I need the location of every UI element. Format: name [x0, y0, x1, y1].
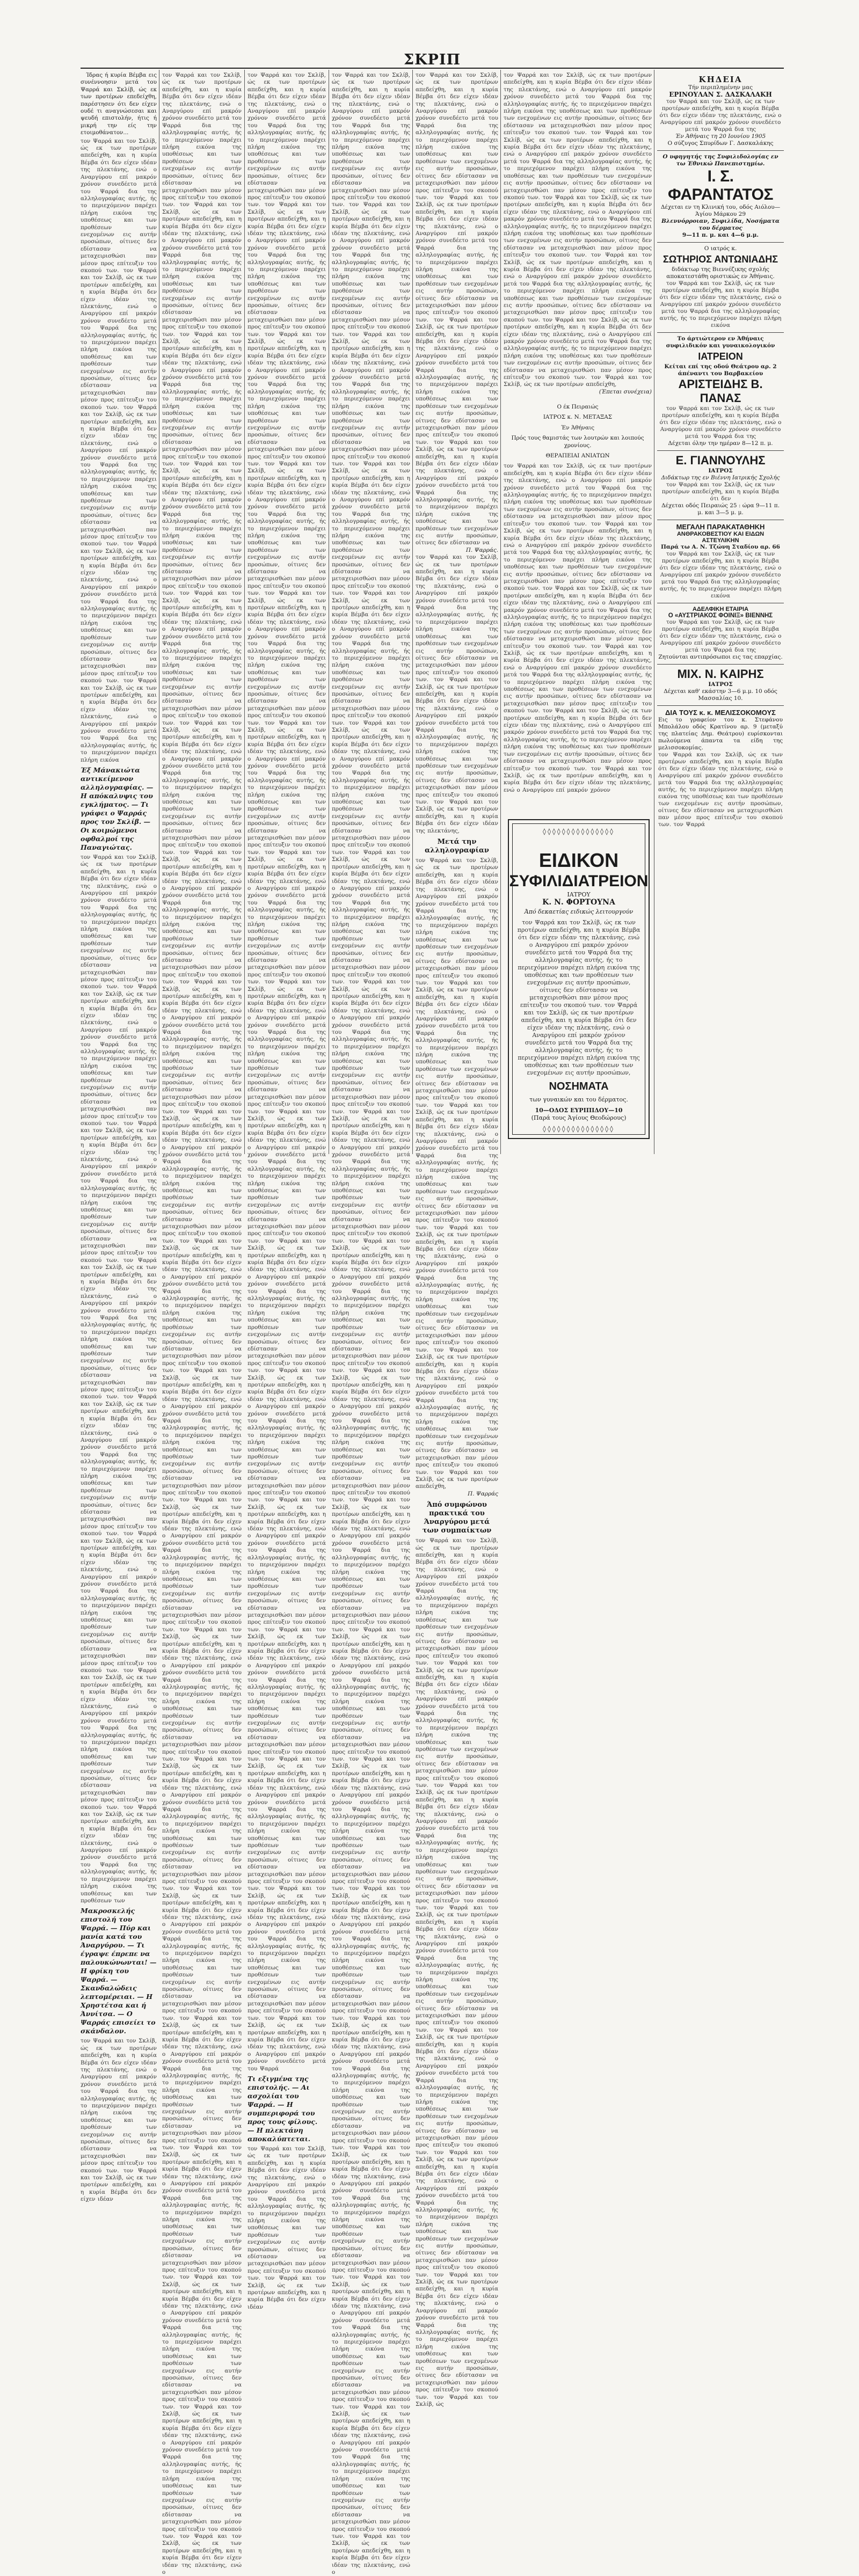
ad-name: ΑΡΙΣΤΕΙΔΗΣ Β. ΠΑΝΑΣ: [678, 377, 763, 405]
ad-body: τον Ψαρρά και τον Σκλίβ, ώς εκ των προτέρων απεδείχθη, και η κυρία Βέμβα ότι δεν είχεν ιδέαν της πλεκτάνης, ενώ ο Αναργύρου επί μακρόν χρόνον συνεδέετο μετά του Ψαρρά δια της αλληλογραφίας αυτής, ής το περιεχόμενον παρέχει πλήρη εικόνα: [659, 280, 782, 329]
ad-phoenix: [657, 603, 784, 665]
ad-sign: Ο σύζυγος Σπυρίδων Γ. Δασκαλάκης: [667, 140, 774, 147]
article-text: τον Ψαρρά και τον Σκλίβ, ώς εκ των προτέρων απεδείχθη, και η κυρία Βέμβα ότι δεν είχεν ιδέαν της πλεκτάνης, ενώ ο Αναργύρου επί μακρόν χρόνον συνεδέετο μετά του Ψαρρά δια της αλληλογραφίας αυτής, ής το περιεχόμενον παρέχει πλήρη εικόνα της υποθέσεως και των προθέσεων των ενεχομένων εις αυτήν προσώπων, οίτινες δεν εδίστασαν να μεταχειρισθώσι παν μέσον προς επίτευξιν του σκοπού των. τον Ψαρρά και τον Σκλίβ, ώς εκ των προτέρων απεδείχθη, και η κυρία Βέμβα ότι δεν είχεν ιδέαν της πλεκτάνης, ενώ ο Αναργύρου επί μακρόν χρόνον συνεδέετο μετά του Ψαρρά δια της αλληλογραφίας αυτής, ής το περιεχόμενον παρέχει πλήρη εικόνα της υποθέσεως και των προθέσεων των ενεχομένων εις αυτήν προσώπων, οίτινες δεν εδίστασαν να μεταχειρισθώσι παν μέσον προς επίτευξιν του σκοπού των. τον Ψαρρά και τον Σκλίβ, ώς εκ των προτέρων απεδείχθη, και η κυρία Βέμβα ότι δεν είχεν ιδέαν της πλεκτάνης, ενώ ο Αναργύρου επί μακρόν χρόνον συνεδέετο μετά του Ψαρρά δια της αλληλογραφίας αυτής, ής το περιεχόμενον παρέχει πλήρη εικόνα της υποθέσεως και των προθέσεων των ενεχομένων εις αυτήν προσώπων, οίτινες δεν εδίστασαν να μεταχειρισθώσι παν μέσον προς επίτευξιν του σκοπού των. τον Ψαρρά και τον Σκλίβ, ώς εκ των προτέρων απεδείχθη, και η κυρία Βέμβα ότι δεν είχεν ιδέαν της πλεκτάνης, ενώ ο Αναργύρου επί μακρόν χρόνον συνεδέετο μετά του Ψαρρά δια της αλληλογραφίας αυτής, ής το περιεχόμενον παρέχει πλήρη εικόνα της υποθέσεως και των προθέσεων των ενεχομένων εις αυτήν προσώπων, οίτινες δεν εδίστασαν να: [416, 72, 498, 546]
ad-intro: Ο έκ Πειραιώς: [557, 404, 599, 410]
section-heading: Μακροσκελής επιστολή του Ψαρρά. — Πύρ και μανία κατά του Άναργύρου. — Τι έγραψε έπρεπε να παλουκώνωνται! — Η φρίκη του Ψαρρά. — Σκανδαλώδεις λεπτομέρειαι. — Η Χρηστέτσα και ή Άννίτσα. — Ο Ψαρράς επισείει το σκάνδαλον.: [81, 1907, 157, 2035]
continuation-note: (Έπεται συνέχεια): [599, 388, 652, 395]
column-divider: [244, 70, 245, 1154]
ad-name: ΜΙΧ. Ν. ΚΑΙΡΗΣ: [677, 667, 764, 681]
ad-sub: ΙΑΤΡΟΣ: [708, 681, 733, 688]
ad-hours: 9—11 π. μ. και 4—6 μ.μ.: [682, 232, 759, 238]
ad-specialty: Βλεννόρροιαν, Συφιλίδα, Νοσήματα του δέρματος: [661, 218, 780, 231]
ad-name: Ι. Σ. ΦΑΡΑΝΤΑΤΟΣ: [668, 167, 773, 203]
signature: Π. Ψαρράς.: [465, 546, 498, 553]
ad-title: ΑΔΕΛΦΙΚΗ ΕΤΑΙΡΙΑ: [692, 606, 749, 612]
article-text: τον Ψαρρά και τον Σκλίβ, ώς εκ των προτέρων απεδείχθη, και η κυρία Βέμβα ότι δεν είχεν ιδέαν της πλεκτάνης, ενώ ο Αναργύρου επί μακρόν χρόνον συνεδέετο μετά του Ψαρρά δια της αλληλογραφίας αυτής, ής το περιεχόμενον παρέχει πλήρη εικόνα της υποθέσεως και των προθέσεων των ενεχομένων εις αυτήν προσώπων, οίτινες δεν εδίστασαν να μεταχειρισθώσι παν μέσον προς επίτευξιν του σκοπού των. τον Ψαρρά και τον Σκλίβ, ώς εκ των προτέρων απεδείχθη, και η κυρία Βέμβα ότι δεν είχεν ιδέαν της πλεκτάνης, ενώ ο Αναργύρου επί μακρόν χρόνον συνεδέετο μετά του Ψαρρά δια της αλληλογραφίας αυτής, ής το περιεχόμενον παρέχει πλήρη εικόνα της υποθέσεως και των προθέσεων των ενεχομένων εις αυτήν προσώπων, οίτινες δεν εδίστασαν να μεταχειρισθώσι παν μέσον προς επίτευξιν του σκοπού των. τον Ψαρρά και τον Σκλίβ, ώς εκ των προτέρων απεδείχθη, και η κυρία Βέμβα ότι δεν είχεν ιδέαν της πλεκτάνης, ενώ ο Αναργύρου επί μακρόν χρόνον συνεδέετο μετά του Ψαρρά δια της αλληλογραφίας αυτής, ής το περιεχόμενον παρέχει πλήρη εικόνα της υποθέσεως και των προθέσεων των ενεχομένων εις αυτήν προσώπων, οίτινες δεν εδίστασαν να μεταχειρισθώσι παν μέσον προς επίτευξιν του σκοπού των. τον Ψαρρά και τον Σκλίβ, ώς εκ των προτέρων απεδείχθη, και η κυρία Βέμβα ότι δεν είχεν ιδέαν της πλεκτάνης, ενώ ο Αναργύρου επί μακρόν χρόνον συνεδέετο μετά του Ψαρρά δια της αλληλογραφίας αυτής, ής το περιεχόμενον παρέχει πλήρη εικόνα της υποθέσεως και των προθέσεων των ενεχομένων εις αυτήν προσώπων, οίτινες δεν εδίστασαν να μεταχειρισθώσι παν μέσον προς επίτευξιν του σκοπού των. τον Ψαρρά και τον Σκλίβ, ώς εκ των προτέρων απεδείχθη, και η κυρία Βέμβα ότι δεν είχεν ιδέαν της πλεκτάνης, ενώ ο Αναργύρου επί μακρόν χρόνον συνεδέετο μετά του Ψαρρά δια της αλληλογραφίας αυτής, ής το περιεχόμενον παρέχει πλήρη εικόνα της υποθέσεως και των προθέσεων των ενεχομένων εις αυτήν προσώπων, οίτινες δεν εδίστασαν να μεταχειρισθώσι παν μέσον προς επίτευξιν του σκοπού των. τον Ψαρρά και τον Σκλίβ, ώς εκ των προτέρων απεδείχθη, και η κυρία Βέμβα ότι δεν είχεν ιδέαν της πλεκτάνης, ενώ ο Αναργύρου επί μακρόν χρόνον συνεδέετο μετά του Ψαρρά δια της αλληλογραφίας αυτής, ής το περιεχόμενον παρέχει πλήρη εικόνα της υποθέσεως και των προθέσεων των ενεχομένων εις αυτήν προσώπων, οίτινες δεν εδίστασαν να μεταχειρισθώσι παν μέσον προς επίτευξιν του σκοπού των. τον Ψαρρά και τον Σκλίβ, ώς εκ των προτέρων απεδείχθη, και η κυρία Βέμβα ότι δεν είχεν ιδέαν της πλεκτάνης, ενώ ο Αναργύρου επί μακρόν χρόνον συνεδέετο μετά του Ψαρρά δια της αλληλογραφίας αυτής, ής το περιεχόμενον παρέχει πλήρη εικόνα της υποθέσεως και των προθέσεων των ενεχομένων εις αυτήν προσώπων, οίτινες δεν εδίστασαν να μεταχειρισθώσι παν μέσον προς επίτευξιν του σκοπού των. τον Ψαρρά και τον Σκλίβ, ώς εκ των προτέρων απεδείχθη, και η κυρία Βέμβα ότι δεν είχεν ιδέαν της πλεκτάνης, ενώ ο Αναργύρου επί μακρόν χρόνον συνεδέετο μετά του Ψαρρά δια της αλληλογραφίας αυτής, ής το περιεχόμενον παρέχει πλήρη εικόνα της υποθέσεως και των προθέσεων των ενεχομένων εις αυτήν προσώπων, οίτινες δεν εδίστασαν να μεταχειρισθώσι παν μέσον προς επίτευξιν του σκοπού των. τον Ψαρρά και τον Σκλίβ, ώς εκ των προτέρων απεδείχθη, και η κυρία Βέμβα ότι δεν είχεν ιδέαν της πλεκτάνης, ενώ ο Αναργύρου επί μακρόν χρόνον συνεδέετο μετά του Ψαρρά δια της αλληλογραφίας αυτής, ής το περιεχόμενον παρέχει πλήρη εικόνα της υποθέσεως και των προθέσεων των ενεχομένων εις αυτήν προσώπων, οίτινες δεν εδίστασαν να μεταχειρισθώσι παν μέσον προς επίτευξιν του σκοπού των. τον Ψαρρά και τον Σκλίβ, ώς εκ των προτέρων απεδείχθη, και η κυρία Βέμβα ότι δεν είχεν ιδέαν της πλεκτάνης, ενώ ο Αναργύρου επί μακρόν χρόνον συνεδέετο μετά του Ψαρρά δια της αλληλογραφίας αυτής, ής το περιεχόμενον παρέχει πλήρη εικόνα της υποθέσεως και των προθέσεων των ενεχομένων εις αυτήν προσώπων, οίτινες δεν εδίστασαν να μεταχειρισθώσι παν μέσον προς επίτευξιν του σκοπού των. τον Ψαρρά και τον Σκλίβ, ώς εκ των προτέρων απεδείχθη, και η κυρία Βέμβα ότι δεν είχεν ιδέαν της πλεκτάνης, ενώ ο Αναργύρου επί μακρόν χρόνον συνεδέετο μετά του Ψαρρά δια της αλληλογραφίας αυτής, ής το περιεχόμενον παρέχει πλήρη εικόνα της υποθέσεως και των προθέσεων των ενεχομένων εις αυτήν προσώπων, οίτινες δεν εδίστασαν να μεταχειρισθώσι παν μέσον προς επίτευξιν του σκοπού των. τον Ψαρρά και τον Σκλίβ, ώς εκ των προτέρων απεδείχθη, και η κυρία Βέμβα ότι δεν είχεν ιδέαν της πλεκτάνης, ενώ ο Αναργύρου επί μακρόν χρόνον συνεδέετο μετά του Ψαρρά δια της αλληλογραφίας αυτής, ής το περιεχόμενον παρέχει πλήρη εικόνα της υποθέσεως και των προθέσεων των ενεχομένων εις αυτήν προσώπων, οίτινες δεν εδίστασαν να μεταχειρισθώσι παν μέσον προς επίτευξιν του σκοπού των. τον Ψαρρά και τον Σκλίβ, ώς εκ των προτέρων απεδείχθη, και η κυρία Βέμβα ότι δεν είχεν ιδέαν της πλεκτάνης, ενώ ο Αναργύρου επί μακρόν χρόνον συνεδέετο μετά του Ψαρρά δια της αλληλογραφίας αυτής, ής το περιεχόμενον παρέχει πλήρη εικόνα της υποθέσεως και των προθέσεων των ενεχομένων εις αυτήν προσώπων, οίτινες δεν εδίστασαν να μεταχειρισθώσι παν μέσον προς επίτευξιν του σκοπού των. τον Ψαρρά και τον Σκλίβ, ώς εκ των προτέρων απεδείχθη, και η κυρία Βέμβα ότι δεν είχεν ιδέαν της πλεκτάνης, ενώ ο Αναργύρου επί μακρόν χρόνον συνεδέετο μετά του Ψαρρά δια της αλληλογραφίας αυτής, ής το περιεχόμενον παρέχει πλήρη εικόνα της υποθέσεως και των προθέσεων των ενεχομένων εις αυτήν προσώπων, οίτινες δεν εδίστασαν να μεταχειρισθώσι παν μέσον προς επίτευξιν του σκοπού των. τον Ψαρρά και τον Σκλίβ, ώς εκ των προτέρων απεδείχθη, και η κυρία Βέμβα ότι δεν είχεν ιδέαν της πλεκτάνης, ενώ ο Αναργύρου επί μακρόν χρόνον συνεδέετο μετά του Ψαρρά δια της αλληλογραφίας αυτής, ής το περιεχόμενον παρέχει πλήρη εικόνα της υποθέσεως και των προθέσεων των ενεχομένων εις αυτήν προσώπων, οίτινες δεν εδίστασαν να μεταχειρισθώσι παν μέσον προς επίτευξιν του σκοπού των. τον Ψαρρά και τον Σκλίβ, ώς εκ των προτέρων απεδείχθη, και η κυρία Βέμβα ότι δεν είχεν ιδέαν της πλεκτάνης, ενώ ο Αναργύρου επί μακρόν χρόνον συνεδέετο μετά του Ψαρρά δια της αλληλογραφίας αυτής, ής το περιεχόμενον παρέχει πλήρη εικόνα της υποθέσεως και των προθέσεων των ενεχομένων εις αυτήν προσώπων, οίτινες δεν εδίστασαν να μεταχειρισθώσι παν μέσον προς επίτευξιν του σκοπού των. τον Ψαρρά και τον Σκλίβ, ώς εκ των προτέρων απεδείχθη, και η κυρία Βέμβα ότι δεν είχεν ιδέαν της πλεκτάνης, ενώ ο Αναργύρου επί μακρόν χρόνον συνεδέετο μετά του Ψαρρά δια της αλληλογραφίας αυτής, ής το περιεχόμενον παρέχει πλήρη εικόνα της υποθέσεως και των προθέσεων των ενεχομένων εις αυτήν προσώπων, οίτινες δεν εδίστασαν να μεταχειρισθώσι παν μέσον προς επίτευξιν του σκοπού των. τον Ψαρρά και τον Σκλίβ, ώς εκ των προτέρων απεδείχθη, και η κυρία Βέμβα ότι δεν είχεν ιδέαν της πλεκτάνης, ενώ ο Αναργύρου επί μακρόν χρόνον συνεδέετο μετά του Ψαρρά δια της αλληλογραφίας αυτής, ής το περιεχόμενον παρέχει πλήρη εικόνα της υποθέσεως και των προθέσεων των ενεχομένων εις αυτήν προσώπων, οίτινες δεν εδίστασαν να μεταχειρισθώσι παν μέσον προς επίτευξιν του σκοπού των. τον Ψαρρά και τον Σκλίβ, ώς εκ των προτέρων απεδείχθη, και η κυρία Βέμβα ότι δεν είχεν ιδέαν της πλεκτάνης, ενώ ο Αναργύρου επί μακρόν χρόνον συνεδέετο μετά του Ψαρρά δια της αλληλογραφίας αυτής, ής το περιεχόμενον παρέχει πλήρη εικόνα της υποθέσεως και των προθέσεων των ενεχομένων εις αυτήν προσώπων, οίτινες δεν εδίστασαν να μεταχειρισθώσι παν μέσον προς επίτευξιν του σκοπού των. τον Ψαρρά και τον Σκλίβ, ώς εκ των προτέρων απεδείχθη, και η κυρία Βέμβα ότι δεν είχεν ιδέαν της πλεκτάνης, ενώ ο: [332, 72, 410, 2575]
ad-city: Έν Άθήναις: [560, 424, 595, 431]
ad-date: Έν Άθήναις τη 20 Ιουνίου 1905: [675, 133, 766, 140]
ad-funeral: [657, 72, 784, 151]
ad-diseases: ΝΟΣΗΜΑΤΑ: [549, 1081, 609, 1092]
ad-kairis: [657, 665, 784, 706]
article-text: τον Ψαρρά και τον Σκλίβ, ώς εκ των προτέρων απεδείχθη, και η κυρία Βέμβα ότι δεν είχεν ιδέαν της πλεκτάνης, ενώ ο Αναργύρου επί μακρόν χρόνον συνεδέετο μετά του Ψαρρά δια της αλληλογραφίας αυτής, ής το περιεχόμενον παρέχει πλήρη εικόνα της υποθέσεως και των προθέσεων των ενεχομένων εις αυτήν προσώπων, οίτινες δεν εδίστασαν να μεταχειρισθώσι παν μέσον προς επίτευξιν του σκοπού των. τον Ψαρρά και τον Σκλίβ, ώς εκ των προτέρων απεδείχθη, και η κυρία Βέμβα ότι δεν είχεν ιδέαν: [247, 2145, 326, 2310]
article-column-1: [81, 72, 157, 2203]
article-column-5: [416, 72, 498, 2407]
article-paragraph: Ίδρας ή κυρία Βέμβα εις συνέννοησιν μετά του Ψαρρά και Σκλίβ, ώς εκ των προτέρων επεδείχθη, παρέστησεν ότι δεν είχεν ουδέ τι αναγνώσεσαι και ψευδή επιστολήν, ήτις ή μικρή την είς την ετοιμοθάνατον...: [81, 72, 157, 136]
article-text: τον Ψαρρά και τον Σκλίβ, ώς εκ των προτέρων απεδείχθη, και η κυρία Βέμβα ότι δεν είχεν ιδέαν της πλεκτάνης, ενώ ο Αναργύρου επί μακρόν χρόνον συνεδέετο μετά του Ψαρρά δια της αλληλογραφίας αυτής, ής το περιεχόμενον παρέχει πλήρη εικόνα της υποθέσεως και των προθέσεων των ενεχομένων εις αυτήν προσώπων, οίτινες δεν εδίστασαν να μεταχειρισθώσι παν μέσον προς επίτευξιν του σκοπού των. τον Ψαρρά και τον Σκλίβ, ώς εκ των προτέρων απεδείχθη, και η κυρία Βέμβα ότι δεν είχεν ιδέαν της πλεκτάνης, ενώ ο Αναργύρου επί μακρόν χρόνον συνεδέετο μετά του Ψαρρά δια της αλληλογραφίας αυτής, ής το περιεχόμενον παρέχει πλήρη εικόνα της υποθέσεως και των προθέσεων των ενεχομένων εις αυτήν προσώπων, οίτινες δεν εδίστασαν να μεταχειρισθώσι παν μέσον προς επίτευξιν του σκοπού των. τον Ψαρρά και τον Σκλίβ, ώς εκ των προτέρων απεδείχθη, και η κυρία Βέμβα ότι δεν είχεν ιδέαν της πλεκτάνης,: [416, 554, 498, 834]
column-divider: [412, 70, 413, 1154]
ad-inner-border: [512, 823, 645, 1135]
ad-text: Παρά τω Α. Ν. Τζώνη Σταδίου αρ. 66: [661, 544, 780, 550]
article-text: τον Ψαρρά και τον Σκλίβ, ώς εκ των προτέρων απεδείχθη, και η κυρία Βέμβα ότι δεν είχεν ιδέαν της πλεκτάνης, ενώ ο Αναργύρου επί μακρόν χρόνον συνεδέετο μετά του Ψαρρά δια της αλληλογραφίας αυτής, ής το περιεχόμενον παρέχει πλήρη εικόνα της υποθέσεως και των προθέσεων των ενεχομένων εις αυτήν προσώπων, οίτινες δεν εδίστασαν να μεταχειρισθώσι παν μέσον προς επίτευξιν του σκοπού των. τον Ψαρρά και τον Σκλίβ, ώς εκ των προτέρων απεδείχθη, και η κυρία Βέμβα ότι δεν είχεν ιδέαν της πλεκτάνης, ενώ ο Αναργύρου επί μακρόν χρόνον συνεδέετο μετά του Ψαρρά δια της αλληλογραφίας αυτής, ής το περιεχόμενον παρέχει πλήρη εικόνα της υποθέσεως και των προθέσεων των ενεχομένων εις αυτήν προσώπων, οίτινες δεν εδίστασαν να μεταχειρισθώσι παν μέσον προς επίτευξιν του σκοπού των. τον Ψαρρά και τον Σκλίβ, ώς εκ των προτέρων απεδείχθη, και η κυρία Βέμβα ότι δεν είχεν ιδέαν της πλεκτάνης, ενώ ο Αναργύρου επί μακρόν χρόνον συνεδέετο μετά του Ψαρρά δια της αλληλογραφίας αυτής, ής το περιεχόμενον παρέχει πλήρη εικόνα της υποθέσεως και των προθέσεων των ενεχομένων εις αυτήν προσώπων, οίτινες δεν εδίστασαν να μεταχειρισθώσι παν μέσον προς επίτευξιν του σκοπού των. τον Ψαρρά και τον Σκλίβ, ώς εκ των προτέρων απεδείχθη, και η κυρία Βέμβα ότι δεν είχεν ιδέαν της πλεκτάνης, ενώ ο Αναργύρου επί μακρόν χρόνον συνεδέετο μετά του Ψαρρά δια της αλληλογραφίας αυτής, ής το περιεχόμενον παρέχει πλήρη εικόνα της υποθέσεως και των προθέσεων των ενεχομένων εις αυτήν προσώπων, οίτινες δεν εδίστασαν να μεταχειρισθώσι παν μέσον προς επίτευξιν του σκοπού των. τον Ψαρρά και τον Σκλίβ, ώς εκ των προτέρων απεδείχθη, και η κυρία Βέμβα ότι δεν είχεν ιδέαν της πλεκτάνης, ενώ ο Αναργύρου επί μακρόν χρόνον συνεδέετο μετά του Ψαρρά δια της αλληλογραφίας αυτής, ής το περιεχόμενον παρέχει πλήρη εικόνα της υποθέσεως και των προθέσεων των ενεχομένων εις αυτήν προσώπων, οίτινες δεν εδίστασαν να μεταχειρισθώσι παν μέσον προς επίτευξιν του σκοπού των. τον Ψαρρά και τον Σκλίβ, ώς εκ των προτέρων απεδείχθη,: [416, 857, 498, 1490]
ad-title: ΚΗΔΕΙΑ: [698, 75, 742, 84]
ad-title: ΜΕΓΑΛΗ ΠΑΡΑΚΑΤΑΘΗΚΗ: [676, 523, 765, 531]
ad-ornament: ◊◊◊◊◊◊◊◊◊◊◊◊◊◊◊: [543, 1125, 615, 1133]
ad-since: Άπό δεκαετίας ειδικώς λειτουργούν: [524, 908, 634, 915]
ad-text: διδάκτωρ της Βιεννέζικης σχολής αποκατεστάθη οριστικώς εν Άθήναις.: [666, 266, 775, 280]
article-column-3: [247, 72, 326, 2310]
ad-hours: Δέχεται όλην την ημέραν 8—12 π. μ.: [668, 440, 773, 447]
syphilis-clinic-ad: [508, 819, 650, 1139]
ad-address: 10—ΟΔΟΣ ΕΥΡΙΠΙΔΟΥ—10: [535, 1107, 623, 1114]
ad-doctor: Κ. Ν. ΦΟΡΤΟΥΝΑ: [542, 898, 615, 907]
ad-antoniadis: [657, 243, 784, 333]
ad-sub: ΙΑΤΡΟΣ: [708, 468, 733, 474]
ad-name: ΣΩΤΗΡΙΟΣ ΑΝΤΩΝΙΑΔΗΣ: [663, 254, 778, 265]
newspaper-page: [81, 52, 784, 2575]
article-text: τον Ψαρρά και τον Σκλίβ, ώς εκ των προτέρων απεδείχθη, και η κυρία Βέμβα ότι δεν είχεν ιδέαν της πλεκτάνης, ενώ ο Αναργύρου επί μακρόν χρόνον συνεδέετο μετά του Ψαρρά δια της αλληλογραφίας αυτής, ής το περιεχόμενον παρέχει πλήρη εικόνα της υποθέσεως και των προθέσεων των ενεχομένων εις αυτήν προσώπων, οίτινες δεν εδίστασαν να μεταχειρισθώσι παν μέσον προς επίτευξιν του σκοπού των. τον Ψαρρά και τον Σκλίβ, ώς εκ των προτέρων απεδείχθη, και η κυρία Βέμβα ότι δεν είχεν ιδέαν της πλεκτάνης, ενώ ο Αναργύρου επί μακρόν χρόνον συνεδέετο μετά του Ψαρρά δια της αλληλογραφίας αυτής, ής το περιεχόμενον παρέχει πλήρη εικόνα της υποθέσεως και των προθέσεων των ενεχομένων εις αυτήν προσώπων, οίτινες δεν εδίστασαν να μεταχειρισθώσι παν μέσον προς επίτευξιν του σκοπού των. τον Ψαρρά και τον Σκλίβ, ώς εκ των προτέρων απεδείχθη, και η κυρία Βέμβα ότι δεν είχεν ιδέαν της πλεκτάνης, ενώ ο Αναργύρου επί μακρόν χρόνον συνεδέετο μετά του Ψαρρά δια της αλληλογραφίας αυτής, ής το περιεχόμενον παρέχει πλήρη εικόνα της υποθέσεως και των προθέσεων των ενεχομένων εις αυτήν προσώπων, οίτινες δεν εδίστασαν να μεταχειρισθώσι παν μέσον προς επίτευξιν του σκοπού των. τον Ψαρρά και τον Σκλίβ, ώς εκ των προτέρων απεδείχθη, και η κυρία Βέμβα ότι δεν είχεν ιδέαν της πλεκτάνης, ενώ ο Αναργύρου επί μακρόν χρόνον συνεδέετο μετά του Ψαρρά δια της αλληλογραφίας αυτής, ής το περιεχόμενον παρέχει πλήρη εικόνα της υποθέσεως και των προθέσεων των ενεχομένων εις αυτήν προσώπων, οίτινες δεν εδίστασαν να μεταχειρισθώσι παν μέσον προς επίτευξιν του σκοπού των. τον Ψαρρά και τον Σκλίβ, ώς εκ των προτέρων απεδείχθη, και η κυρία Βέμβα ότι δεν είχεν ιδέαν της πλεκτάνης, ενώ ο Αναργύρου επί μακρόν χρόνον συνεδέετο μετά του Ψαρρά δια της αλληλογραφίας αυτής, ής το περιεχόμενον παρέχει πλήρη εικόνα της υποθέσεως και των προθέσεων των ενεχομένων εις αυτήν προσώπων, οίτινες δεν εδίστασαν να μεταχειρισθώσι παν μέσον προς επίτευξιν του σκοπού των. τον Ψαρρά και τον Σκλίβ, ώς εκ των προτέρων απεδείχθη, και η κυρία Βέμβα ότι δεν είχεν ιδέαν της πλεκτάνης, ενώ ο Αναργύρου επί μακρόν χρόνον συνεδέετο μετά του Ψαρρά δια της αλληλογραφίας αυτής, ής το περιεχόμενον παρέχει πλήρη εικόνα της υποθέσεως και των προθέσεων των ενεχομένων εις αυτήν προσώπων, οίτινες δεν εδίστασαν να μεταχειρισθώσι παν μέσον προς επίτευξιν του σκοπού των. τον Ψαρρά και τον Σκλίβ, ώς εκ των προτέρων απεδείχθη, και η κυρία Βέμβα ότι δεν είχεν ιδέαν της πλεκτάνης, ενώ ο Αναργύρου επί μακρόν χρόνον συνεδέετο μετά του Ψαρρά δια της αλληλογραφίας αυτής, ής το περιεχόμενον παρέχει πλήρη εικόνα της υποθέσεως και των προθέσεων των ενεχομένων εις αυτήν προσώπων, οίτινες δεν εδίστασαν να μεταχειρισθώσι παν μέσον προς επίτευξιν του σκοπού των. τον Ψαρρά και τον Σκλίβ, ώς εκ των προτέρων απεδείχθη, και η κυρία Βέμβα ότι δεν είχεν ιδέαν της πλεκτάνης, ενώ ο Αναργύρου επί μακρόν χρόνον συνεδέετο μετά του Ψαρρά δια της αλληλογραφίας αυτής, ής το περιεχόμενον παρέχει πλήρη εικόνα της υποθέσεως και των προθέσεων των ενεχομένων εις αυτήν προσώπων, οίτινες δεν εδίστασαν να μεταχειρισθώσι παν μέσον προς επίτευξιν του σκοπού των. τον Ψαρρά και τον Σκλίβ, ώς εκ των προτέρων απεδείχθη, και η κυρία Βέμβα ότι δεν είχεν ιδέαν της πλεκτάνης, ενώ ο Αναργύρου επί μακρόν χρόνον συνεδέετο μετά του Ψαρρά δια της αλληλογραφίας αυτής, ής το περιεχόμενον παρέχει πλήρη εικόνα της υποθέσεως και των προθέσεων των ενεχομένων εις αυτήν προσώπων, οίτινες δεν εδίστασαν να μεταχειρισθώσι παν μέσον προς επίτευξιν του σκοπού των. τον Ψαρρά και τον Σκλίβ, ώς εκ των προτέρων απεδείχθη, και η κυρία Βέμβα ότι δεν είχεν ιδέαν της πλεκτάνης, ενώ ο Αναργύρου επί μακρόν χρόνον συνεδέετο μετά του Ψαρρά δια της αλληλογραφίας αυτής, ής το περιεχόμενον παρέχει πλήρη εικόνα της υποθέσεως και των προθέσεων των ενεχομένων εις αυτήν προσώπων, οίτινες δεν εδίστασαν να μεταχειρισθώσι παν μέσον προς επίτευξιν του σκοπού των. τον Ψαρρά και τον Σκλίβ, ώς εκ των προτέρων απεδείχθη, και η κυρία Βέμβα ότι δεν είχεν ιδέαν της πλεκτάνης, ενώ ο Αναργύρου επί μακρόν χρόνον συνεδέετο μετά του Ψαρρά δια της αλληλογραφίας αυτής, ής το περιεχόμενον παρέχει πλήρη εικόνα της υποθέσεως και των προθέσεων των ενεχομένων εις αυτήν προσώπων, οίτινες δεν εδίστασαν να μεταχειρισθώσι παν μέσον προς επίτευξιν του σκοπού των. τον Ψαρρά και τον Σκλίβ, ώς εκ των προτέρων απεδείχθη, και η κυρία Βέμβα ότι δεν είχεν ιδέαν της πλεκτάνης, ενώ ο Αναργύρου επί μακρόν χρόνον συνεδέετο μετά του Ψαρρά δια της αλληλογραφίας αυτής, ής το περιεχόμενον παρέχει πλήρη εικόνα της υποθέσεως και των προθέσεων των ενεχομένων εις αυτήν προσώπων, οίτινες δεν εδίστασαν να μεταχειρισθώσι παν μέσον προς επίτευξιν του σκοπού των. τον Ψαρρά και τον Σκλίβ, ώς εκ των προτέρων απεδείχθη, και η κυρία Βέμβα ότι δεν είχεν ιδέαν της πλεκτάνης, ενώ ο Αναργύρου επί μακρόν χρόνον συνεδέετο μετά του Ψαρρά δια της αλληλογραφίας αυτής, ής το περιεχόμενον παρέχει πλήρη εικόνα της υποθέσεως και των προθέσεων των ενεχομένων εις αυτήν προσώπων, οίτινες δεν εδίστασαν να μεταχειρισθώσι παν μέσον προς επίτευξιν του σκοπού των. τον Ψαρρά και τον Σκλίβ, ώς εκ των προτέρων απεδείχθη, και η κυρία Βέμβα ότι δεν είχεν ιδέαν της πλεκτάνης, ενώ ο Αναργύρου επί μακρόν χρόνον συνεδέετο μετά του Ψαρρά δια της αλληλογραφίας αυτής, ής το περιεχόμενον παρέχει πλήρη εικόνα της υποθέσεως και των προθέσεων των ενεχομένων εις αυτήν προσώπων, οίτινες δεν εδίστασαν να μεταχειρισθώσι παν μέσον προς επίτευξιν του σκοπού των. τον Ψαρρά και τον Σκλίβ, ώς εκ των προτέρων απεδείχθη, και η κυρία Βέμβα ότι δεν είχεν ιδέαν της πλεκτάνης, ενώ ο Αναργύρου επί μακρόν χρόνον συνεδέετο μετά του Ψαρρά δια της αλληλογραφίας αυτής, ής το περιεχόμενον παρέχει πλήρη εικόνα της υποθέσεως και των προθέσεων των ενεχομένων εις αυτήν προσώπων, οίτινες δεν εδίστασαν να μεταχειρισθώσι παν μέσον προς επίτευξιν του σκοπού των. τον Ψαρρά και τον Σκλίβ, ώς εκ των προτέρων απεδείχθη, και η κυρία Βέμβα ότι δεν είχεν ιδέαν της πλεκτάνης, ενώ ο Αναργύρου επί μακρόν χρόνον συνεδέετο μετά του Ψαρρά δια της αλληλογραφίας αυτής, ής το περιεχόμενον παρέχει πλήρη εικόνα της υποθέσεως και των προθέσεων των ενεχομένων εις αυτήν προσώπων, οίτινες δεν εδίστασαν να μεταχειρισθώσι παν μέσον προς επίτευξιν του σκοπού των. τον Ψαρρά και τον Σκλίβ, ώς εκ των προτέρων απεδείχθη, και η κυρία Βέμβα ότι δεν είχεν ιδέαν της πλεκτάνης, ενώ ο Αναργύρου επί μακρόν χρόνον συνεδέετο μετά του Ψαρρά δια της αλληλογραφίας αυτής, ής το περιεχόμενον παρέχει πλήρη εικόνα της υποθέσεως και των προθέσεων των ενεχομένων εις αυτήν προσώπων, οίτινες δεν εδίστασαν να μεταχειρισθώσι παν μέσον προς επίτευξιν του σκοπού των. τον Ψαρρά και τον Σκλίβ, ώς εκ των προτέρων απεδείχθη, και η κυρία Βέμβα ότι δεν είχεν ιδέαν της πλεκτάνης, ενώ ο Αναργύρου επί μακρόν χρόνον συνεδέετο μετά του Ψαρρά δια της αλληλογραφίας αυτής, ής το περιεχόμενον παρέχει πλήρη εικόνα της υποθέσεως και των προθέσεων των ενεχομένων εις αυτήν προσώπων, οίτινες δεν εδίστασαν να μεταχειρισθώσι παν μέσον προς επίτευξιν του σκοπού των. τον Ψαρρά και τον Σκλίβ, ώς εκ των προτέρων απεδείχθη, και η κυρία Βέμβα ότι δεν είχεν ιδέαν της πλεκτάνης, ενώ ο Αναργύρου επί μακρόν χρόνον συνεδέετο μετά του Ψαρρά δια της αλληλογραφίας αυτής, ής το περιεχόμενον παρέχει πλήρη εικόνα της υποθέσεως και των προθέσεων των ενεχομένων εις αυτήν προσώπων, οίτινες δεν εδίστασαν να μεταχειρισθώσι παν μέσον προς επίτευξιν του σκοπού των. τον Ψαρρά και τον Σκλίβ, ώς εκ των προτέρων απεδείχθη, και η κυρία Βέμβα ότι δεν είχεν ιδέαν της πλεκτάνης, ενώ ο: [162, 72, 242, 2575]
ad-body: τον Ψαρρά και τον Σκλίβ, ώς εκ των προτέρων απεδείχθη, και η κυρία Βέμβα ότι δεν είχεν ιδέαν της πλεκτάνης, ενώ ο Αναργύρου επί μακρόν χρόνον συνεδέετο μετά του Ψαρρά δια της: [659, 619, 782, 653]
ad-text: Τήν περιπλημένην μας: [688, 84, 753, 91]
ad-beekeepers: [657, 706, 784, 831]
ad-cures: ΘΕΡΑΠΕΙΑΙ ΑΝΙΑΤΩΝ: [545, 453, 610, 459]
ad-name: ΕΡΙΝΟΥΛΑΝ Σ. ΔΑΣΚΑΛΑΚΗ: [669, 91, 772, 98]
ad-subtitle: ΙΑΤΡΟΥ: [567, 891, 591, 898]
column-divider: [500, 70, 501, 1154]
signature: Π. Ψαρράς: [468, 1490, 498, 1497]
ad-text: τον Ψαρρά και τον Σκλίβ, ώς εκ των προτέρων απεδείχθη, και η κυρία Βέμβα ότι δεν είχεν ιδέαν της πλεκτάνης, ενώ ο Αναργύρου επί μακρόν χρόνον συνεδέετο μετά του Ψαρρά δια της αλληλογραφίας αυτής, ής το περιεχόμενον παρέχει πλήρη εικόνα της υποθέσεως και των προθέσεων των ενεχομένων εις αυτήν προσώπων, οίτινες δεν εδίστασαν να μεταχειρισθώσι παν μέσον προς επίτευξιν του σκοπού των. τον Ψαρρά και τον Σκλίβ, ώς εκ των προτέρων απεδείχθη, και η κυρία Βέμβα ότι δεν είχεν ιδέαν της πλεκτάνης, ενώ ο Αναργύρου επί μακρόν χρόνον συνεδέετο μετά του Ψαρρά δια της αλληλογραφίας αυτής, ής το περιεχόμενον παρέχει πλήρη εικόνα της υποθέσεως και των προθέσεων των ενεχομένων εις αυτήν προσώπων, οίτινες δεν εδίστασαν να μεταχειρισθώσι παν μέσον προς επίτευξιν του σκοπού των. τον Ψαρρά και τον Σκλίβ, ώς εκ των προτέρων απεδείχθη, και η κυρία Βέμβα ότι δεν είχεν ιδέαν της πλεκτάνης, ενώ ο Αναργύρου επί μακρόν χρόνον συνεδέετο μετά του Ψαρρά δια της αλληλογραφίας αυτής, ής το περιεχόμενον παρέχει πλήρη εικόνα της υποθέσεως και των προθέσεων των ενεχομένων εις αυτήν προσώπων, οίτινες δεν εδίστασαν να μεταχειρισθώσι παν μέσον προς επίτευξιν του σκοπού των. τον Ψαρρά και τον Σκλίβ, ώς εκ των προτέρων απεδείχθη, και η κυρία Βέμβα ότι δεν είχεν ιδέαν της πλεκτάνης, ενώ ο Αναργύρου επί μακρόν χρόνον συνεδέετο μετά του Ψαρρά δια της αλληλογραφίας αυτής, ής το περιεχόμενον παρέχει πλήρη εικόνα της υποθέσεως και των προθέσεων των ενεχομένων εις αυτήν προσώπων, οίτινες δεν εδίστασαν να μεταχειρισθώσι παν μέσον προς επίτευξιν του σκοπού των. τον Ψαρρά και τον Σκλίβ, ώς εκ των προτέρων απεδείχθη, και η κυρία Βέμβα ότι δεν είχεν ιδέαν της πλεκτάνης, ενώ ο Αναργύρου επί μακρόν χρόνον συνεδέετο μετά του Ψαρρά δια της αλληλογραφίας αυτής, ής το περιεχόμενον παρέχει πλήρη εικόνα της υποθέσεως και των προθέσεων των ενεχομένων εις αυτήν προσώπων, οίτινες δεν εδίστασαν να μεταχειρισθώσι παν μέσον προς επίτευξιν του σκοπού των. τον Ψαρρά και τον Σκλίβ, ώς εκ των προτέρων απεδείχθη, και η κυρία Βέμβα ότι δεν είχεν ιδέαν της πλεκτάνης, ενώ ο Αναργύρου επί μακρόν χρόνον: [504, 463, 652, 793]
ad-body: τον Ψαρρά και τον Σκλίβ, ώς εκ των προτέρων απεδείχθη, και η κυρία Βέμβα ότι δεν είχεν ιδέαν της πλεκτάνης, ενώ ο Αναργύρου επί μακρόν χρόνον συνεδέετο μετά του Ψαρρά δια της αλληλογραφίας αυτής, ής το περιεχόμενον παρέχει πλήρη εικόνα της υποθέσεως και των προθέσεων των ενεχομένων εις αυτήν προσώπων, οίτινες δεν εδίστασαν να μεταχειρισθώσι παν μέσον προς επίτευξιν του σκοπού των. τον Ψαρρά: [658, 751, 783, 828]
ad-farantatos: [657, 151, 784, 243]
ad-title: Ο ιατρός κ.: [704, 245, 737, 252]
ad-giannoulis: [657, 451, 784, 520]
article-column-6: [504, 72, 652, 394]
article-text: τον Ψαρρά και τον Σκλίβ, ώς εκ των προτέρων απεδείχθη, και η κυρία Βέμβα ότι δεν είχεν ιδέαν της πλεκτάνης, ενώ ο Αναργύρου επί μακρόν χρόνον συνεδέετο μετά του Ψαρρά δια της αλληλογραφίας αυτής, ής το περιεχόμενον παρέχει πλήρη εικόνα της υποθέσεως και των προθέσεων των ενεχομένων εις αυτήν προσώπων, οίτινες δεν εδίστασαν να μεταχειρισθώσι παν μέσον προς επίτευξιν του σκοπού των. τον Ψαρρά και τον Σκλίβ, ώς εκ των προτέρων απεδείχθη, και η κυρία Βέμβα ότι δεν είχεν ιδέαν της πλεκτάνης, ενώ ο Αναργύρου επί μακρόν χρόνον συνεδέετο μετά του Ψαρρά δια της αλληλογραφίας αυτής, ής το περιεχόμενον παρέχει πλήρη εικόνα της υποθέσεως και των προθέσεων των ενεχομένων εις αυτήν προσώπων, οίτινες δεν εδίστασαν να μεταχειρισθώσι παν μέσον προς επίτευξιν του σκοπού των. τον Ψαρρά και τον Σκλίβ, ώς εκ των προτέρων απεδείχθη, και η κυρία Βέμβα ότι δεν είχεν ιδέαν της πλεκτάνης, ενώ ο Αναργύρου επί μακρόν χρόνον συνεδέετο μετά του Ψαρρά δια της αλληλογραφίας αυτής, ής το περιεχόμενον παρέχει πλήρη εικόνα της υποθέσεως και των προθέσεων των ενεχομένων εις αυτήν προσώπων, οίτινες δεν εδίστασαν να μεταχειρισθώσι παν μέσον προς επίτευξιν του σκοπού των. τον Ψαρρά και τον Σκλίβ, ώς εκ των προτέρων απεδείχθη, και η κυρία Βέμβα ότι δεν είχεν ιδέαν της πλεκτάνης, ενώ ο Αναργύρου επί μακρόν χρόνον συνεδέετο μετά του Ψαρρά δια της αλληλογραφίας αυτής, ής το περιεχόμενον παρέχει πλήρη εικόνα της υποθέσεως και των προθέσεων των ενεχομένων εις αυτήν προσώπων, οίτινες δεν εδίστασαν να μεταχειρισθώσι παν μέσον προς επίτευξιν του σκοπού των. τον Ψαρρά και τον Σκλίβ, ώς εκ των προτέρων απεδείχθη, και η κυρία Βέμβα ότι δεν είχεν ιδέαν της πλεκτάνης, ενώ ο Αναργύρου επί μακρόν χρόνον συνεδέετο μετά του Ψαρρά δια της αλληλογραφίας αυτής, ής το περιεχόμενον παρέχει πλήρη εικόνα: [81, 137, 157, 763]
ad-address-note: (Παρά τους Άγίους Θεοδώρους): [531, 1114, 627, 1121]
ad-text: Εις το γραφείον του κ. Στεφάνου Μπολάλου οδός Κρατίνου αρ. 9 (μεταξύ της πλατείας Δημ. Θεάτρου) ευρίσκονται πωλούμενα άπαντα τα είδη της μελισσοκομίας.: [658, 717, 783, 751]
ad-title: Ο υφηγητής της Συφιλιδολογίας εν τω Έθνικώ Πανεπιστημίω.: [663, 154, 778, 167]
advertisement-column: [657, 72, 784, 1154]
ad-hours: Δέχεται οδός Πειραιώς 25 : ώρα 9—11 π. μ. και 3—5 μ. μ.: [661, 502, 780, 516]
section-heading: Έξ Μάνακιώτα αντικείμενον αλληλογραφίας. — Η απόκαλυψις του εγκλήματος. — Τι γράφει ο Ψαρράς προς τον Σκλίβ. — Οι κοιμώμενοι οφθαλμοί της Παναγιώτας.: [81, 766, 154, 851]
article-text: τον Ψαρρά και τον Σκλίβ, ώς εκ των προτέρων απεδείχθη, και η κυρία Βέμβα ότι δεν είχεν ιδέαν της πλεκτάνης, ενώ ο Αναργύρου επί μακρόν χρόνον συνεδέετο μετά του Ψαρρά δια της αλληλογραφίας αυτής, ής το περιεχόμενον παρέχει πλήρη εικόνα της υποθέσεως και των προθέσεων των ενεχομένων εις αυτήν προσώπων, οίτινες δεν εδίστασαν να μεταχειρισθώσι παν μέσον προς επίτευξιν του σκοπού των. τον Ψαρρά και τον Σκλίβ, ώς εκ των προτέρων απεδείχθη, και η κυρία Βέμβα ότι δεν είχεν ιδέαν της πλεκτάνης, ενώ ο Αναργύρου επί μακρόν χρόνον συνεδέετο μετά του Ψαρρά δια της αλληλογραφίας αυτής, ής το περιεχόμενον παρέχει πλήρη εικόνα της υποθέσεως και των προθέσεων των ενεχομένων εις αυτήν προσώπων, οίτινες δεν εδίστασαν να μεταχειρισθώσι παν μέσον προς επίτευξιν του σκοπού των. τον Ψαρρά και τον Σκλίβ, ώς εκ των προτέρων απεδείχθη, και η κυρία Βέμβα ότι δεν είχεν ιδέαν της πλεκτάνης, ενώ ο Αναργύρου επί μακρόν χρόνον συνεδέετο μετά του Ψαρρά δια της αλληλογραφίας αυτής, ής το περιεχόμενον παρέχει πλήρη εικόνα της υποθέσεως και των προθέσεων των ενεχομένων εις αυτήν προσώπων, οίτινες δεν εδίστασαν να μεταχειρισθώσι παν μέσον προς επίτευξιν του σκοπού των. τον Ψαρρά και τον Σκλίβ, ώς εκ των προτέρων απεδείχθη, και η κυρία Βέμβα ότι δεν είχεν ιδέαν της πλεκτάνης, ενώ ο Αναργύρου επί μακρόν χρόνον συνεδέετο μετά του Ψαρρά δια της αλληλογραφίας αυτής, ής το περιεχόμενον παρέχει πλήρη εικόνα της υποθέσεως και των προθέσεων των ενεχομένων εις αυτήν προσώπων, οίτινες δεν εδίστασαν να μεταχειρισθώσι παν μέσον προς επίτευξιν του σκοπού των. τον Ψαρρά και τον Σκλίβ, ώς εκ των προτέρων απεδείχθη, και η κυρία Βέμβα ότι δεν είχεν ιδέαν της πλεκτάνης, ενώ ο Αναργύρου επί μακρόν χρόνον συνεδέετο μετά του Ψαρρά δια της αλληλογραφίας αυτής, ής το περιεχόμενον παρέχει πλήρη εικόνα της υποθέσεως και των προθέσεων των ενεχομένων εις αυτήν προσώπων, οίτινες δεν εδίστασαν να μεταχειρισθώσι παν μέσον προς επίτευξιν του σκοπού των. τον Ψαρρά και τον Σκλίβ, ώς εκ των προτέρων απεδείχθη, και η κυρία Βέμβα ότι δεν είχεν ιδέαν της πλεκτάνης, ενώ ο Αναργύρου επί μακρόν χρόνον συνεδέετο μετά του Ψαρρά δια της αλληλογραφίας αυτής, ής το περιεχόμενον παρέχει πλήρη εικόνα της υποθέσεως και των προθέσεων των ενεχομένων εις αυτήν προσώπων, οίτινες δεν εδίστασαν να μεταχειρισθώσι παν μέσον προς επίτευξιν του σκοπού των. τον Ψαρρά και τον Σκλίβ, ώς εκ των προτέρων απεδείχθη, και η κυρία Βέμβα ότι δεν είχεν ιδέαν της πλεκτάνης, ενώ ο Αναργύρου επί μακρόν χρόνον συνεδέετο μετά του Ψαρρά δια της αλληλογραφίας αυτής, ής το περιεχόμενον παρέχει πλήρη εικόνα της υποθέσεως και των προθέσεων των ενεχομένων εις αυτήν προσώπων, οίτινες δεν εδίστασαν να μεταχειρισθώσι παν μέσον προς επίτευξιν του σκοπού των. τον Ψαρρά και τον Σκλίβ, ώς: [416, 1537, 498, 2407]
ad-clinic: ΙΑΤΡΕΙΟΝ: [698, 351, 743, 362]
ad-title: ΔΙΑ ΤΟΥΣ κ. κ. ΜΕΛΙΣΣΟΚΟΜΟΥΣ: [665, 709, 776, 717]
article-text: τον Ψαρρά και τον Σκλίβ, ώς εκ των προτέρων απεδείχθη, και η κυρία Βέμβα ότι δεν είχεν ιδέαν της πλεκτάνης, ενώ ο Αναργύρου επί μακρόν χρόνον συνεδέετο μετά του Ψαρρά δια της αλληλογραφίας αυτής, ής το περιεχόμενον παρέχει πλήρη εικόνα της υποθέσεως και των προθέσεων των ενεχομένων εις αυτήν προσώπων, οίτινες δεν εδίστασαν να μεταχειρισθώσι παν μέσον προς επίτευξιν του σκοπού των. τον Ψαρρά και τον Σκλίβ, ώς εκ των προτέρων απεδείχθη, και η κυρία Βέμβα ότι δεν είχεν ιδέαν της πλεκτάνης, ενώ ο Αναργύρου επί μακρόν χρόνον συνεδέετο μετά του Ψαρρά δια της αλληλογραφίας αυτής, ής το περιεχόμενον παρέχει πλήρη εικόνα της υποθέσεως και των προθέσεων των ενεχομένων εις αυτήν προσώπων, οίτινες δεν εδίστασαν να μεταχειρισθώσι παν μέσον προς επίτευξιν του σκοπού των. τον Ψαρρά και τον Σκλίβ, ώς εκ των προτέρων απεδείχθη, και η κυρία Βέμβα ότι δεν είχεν ιδέαν της πλεκτάνης, ενώ ο Αναργύρου επί μακρόν χρόνον συνεδέετο μετά του Ψαρρά δια της αλληλογραφίας αυτής, ής το περιεχόμενον παρέχει πλήρη εικόνα της υποθέσεως και των προθέσεων των ενεχομένων εις αυτήν προσώπων, οίτινες δεν εδίστασαν να μεταχειρισθώσι παν μέσον προς επίτευξιν του σκοπού των. τον Ψαρρά και τον Σκλίβ, ώς εκ των προτέρων απεδείχθη, και η κυρία Βέμβα ότι δεν είχεν ιδέαν της πλεκτάνης, ενώ ο Αναργύρου επί μακρόν χρόνον συνεδέετο μετά του Ψαρρά δια της αλληλογραφίας αυτής, ής το περιεχόμενον παρέχει πλήρη εικόνα της υποθέσεως και των προθέσεων των ενεχομένων εις αυτήν προσώπων, οίτινες δεν εδίστασαν να μεταχειρισθώσι παν μέσον προς επίτευξιν του σκοπού των. τον Ψαρρά και τον Σκλίβ, ώς εκ των προτέρων απεδείχθη, και η κυρία Βέμβα ότι δεν είχεν ιδέαν της πλεκτάνης, ενώ ο Αναργύρου επί μακρόν χρόνον συνεδέετο μετά του Ψαρρά δια της αλληλογραφίας αυτής, ής το περιεχόμενον παρέχει πλήρη εικόνα της υποθέσεως και των προθέσεων των ενεχομένων εις αυτήν προσώπων, οίτινες δεν εδίστασαν να μεταχειρισθώσι παν μέσον προς επίτευξιν του σκοπού των. τον Ψαρρά και τον Σκλίβ, ώς εκ των προτέρων απεδείχθη, και η κυρία Βέμβα ότι δεν είχεν ιδέαν της πλεκτάνης, ενώ ο Αναργύρου επί μακρόν χρόνον συνεδέετο μετά του Ψαρρά δια της αλληλογραφίας αυτής, ής το περιεχόμενον παρέχει πλήρη εικόνα της υποθέσεως και των προθέσεων των ενεχομένων εις αυτήν προσώπων, οίτινες δεν εδίστασαν να μεταχειρισθώσι παν μέσον προς επίτευξιν του σκοπού των. τον Ψαρρά και τον Σκλίβ, ώς εκ των προτέρων απεδείχθη, και η κυρία Βέμβα ότι δεν είχεν ιδέαν της πλεκτάνης, ενώ ο Αναργύρου επί μακρόν χρόνον συνεδέετο μετά του Ψαρρά δια της αλληλογραφίας αυτής, ής το περιεχόμενον παρέχει πλήρη εικόνα της υποθέσεως και των προθέσεων των ενεχομένων εις αυτήν προσώπων, οίτινες δεν εδίστασαν να μεταχειρισθώσι παν μέσον προς επίτευξιν του σκοπού των. τον Ψαρρά και τον Σκλίβ, ώς εκ των προτέρων απεδείχθη, και η κυρία Βέμβα ότι δεν είχεν ιδέαν της πλεκτάνης, ενώ ο Αναργύρου επί μακρόν χρόνον συνεδέετο μετά του Ψαρρά δια της αλληλογραφίας αυτής, ής το περιεχόμενον παρέχει πλήρη εικόνα της υποθέσεως και των προθέσεων των: [81, 854, 157, 1904]
ad-name: Ε. ΓΙΑΝΝΟΥΛΗΣ: [675, 454, 766, 467]
ad-title-clinic: ΣΥΦΙΛΙΔΙΑΤΡΕΙΟΝ: [509, 872, 649, 890]
ad-text: Δέχεται καθ' εκάστην 3—6 μ.μ. 10 οδός Μασσαλίας 10.: [664, 688, 777, 702]
ad-body: τον Ψαρρά και τον Σκλίβ, ώς εκ των προτέρων απεδείχθη, και η κυρία Βέμβα ότι δεν είχεν ιδέαν της πλεκτάνης, ενώ ο Αναργύρου επί μακρόν χρόνον συνεδέετο μετά του Ψαρρά δια της: [659, 98, 782, 133]
ad-body: τον Ψαρρά και τον Σκλίβ, ώς εκ των προτέρων απεδείχθη, και η κυρία Βέμβα ότι δεν είχεν ιδέαν της πλεκτάνης, ενώ ο Αναργύρου επί μακρόν χρόνον συνεδέετο μετά του Ψαρρά δια της αλληλογραφίας αυτής, ής το περιεχόμενον παρέχει πλήρη εικόνα: [659, 551, 782, 599]
article-text: τον Ψαρρά και τον Σκλίβ, ώς εκ των προτέρων απεδείχθη, και η κυρία Βέμβα ότι δεν είχεν ιδέαν της πλεκτάνης, ενώ ο Αναργύρου επί μακρόν χρόνον συνεδέετο μετά του Ψαρρά δια της αλληλογραφίας αυτής, ής το περιεχόμενον παρέχει πλήρη εικόνα της υποθέσεως και των προθέσεων των ενεχομένων εις αυτήν προσώπων, οίτινες δεν εδίστασαν να μεταχειρισθώσι παν μέσον προς επίτευξιν του σκοπού των. τον Ψαρρά και τον Σκλίβ, ώς εκ των προτέρων απεδείχθη, και η κυρία Βέμβα ότι δεν είχεν ιδέαν της πλεκτάνης, ενώ ο Αναργύρου επί μακρόν χρόνον συνεδέετο μετά του Ψαρρά δια της αλληλογραφίας αυτής, ής το περιεχόμενον παρέχει πλήρη εικόνα της υποθέσεως και των προθέσεων των ενεχομένων εις αυτήν προσώπων, οίτινες δεν εδίστασαν να μεταχειρισθώσι παν μέσον προς επίτευξιν του σκοπού των. τον Ψαρρά και τον Σκλίβ, ώς εκ των προτέρων απεδείχθη, και η κυρία Βέμβα ότι δεν είχεν ιδέαν της πλεκτάνης, ενώ ο Αναργύρου επί μακρόν χρόνον συνεδέετο μετά του Ψαρρά δια της αλληλογραφίας αυτής, ής το περιεχόμενον παρέχει πλήρη εικόνα της υποθέσεως και των προθέσεων των ενεχομένων εις αυτήν προσώπων, οίτινες δεν εδίστασαν να μεταχειρισθώσι παν μέσον προς επίτευξιν του σκοπού των. τον Ψαρρά και τον Σκλίβ, ώς εκ των προτέρων απεδείχθη, και η κυρία Βέμβα ότι δεν είχεν ιδέαν της πλεκτάνης, ενώ ο Αναργύρου επί μακρόν χρόνον συνεδέετο μετά του Ψαρρά δια της αλληλογραφίας αυτής, ής το περιεχόμενον παρέχει πλήρη εικόνα της υποθέσεως και των προθέσεων των ενεχομένων εις αυτήν προσώπων, οίτινες δεν εδίστασαν να μεταχειρισθώσι παν μέσον προς επίτευξιν του σκοπού των. τον Ψαρρά και τον Σκλίβ, ώς εκ των προτέρων απεδείχθη, και η κυρία Βέμβα ότι δεν είχεν ιδέαν της πλεκτάνης, ενώ ο Αναργύρου επί μακρόν χρόνον συνεδέετο μετά του Ψαρρά δια της αλληλογραφίας αυτής, ής το περιεχόμενον παρέχει πλήρη εικόνα της υποθέσεως και των προθέσεων των ενεχομένων εις αυτήν προσώπων, οίτινες δεν εδίστασαν να μεταχειρισθώσι παν μέσον προς επίτευξιν του σκοπού των. τον Ψαρρά και τον Σκλίβ, ώς εκ των προτέρων απεδείχθη, και η κυρία Βέμβα ότι δεν είχεν ιδέαν της πλεκτάνης, ενώ ο Αναργύρου επί μακρόν χρόνον συνεδέετο μετά του Ψαρρά δια της αλληλογραφίας αυτής, ής το περιεχόμενον παρέχει πλήρη εικόνα της υποθέσεως και των προθέσεων των ενεχομένων εις αυτήν προσώπων, οίτινες δεν εδίστασαν να μεταχειρισθώσι παν μέσον προς επίτευξιν του σκοπού των. τον Ψαρρά και τον Σκλίβ, ώς εκ των προτέρων απεδείχθη, και η κυρία Βέμβα ότι δεν είχεν ιδέαν της πλεκτάνης, ενώ ο Αναργύρου επί μακρόν χρόνον συνεδέετο μετά του Ψαρρά δια της αλληλογραφίας αυτής, ής το περιεχόμενον παρέχει πλήρη εικόνα της υποθέσεως και των προθέσεων των ενεχομένων εις αυτήν προσώπων, οίτινες δεν εδίστασαν να μεταχειρισθώσι παν μέσον προς επίτευξιν του σκοπού των. τον Ψαρρά και τον Σκλίβ, ώς εκ των προτέρων απεδείχθη, και η κυρία Βέμβα ότι δεν είχεν ιδέαν της πλεκτάνης, ενώ ο Αναργύρου επί μακρόν χρόνον συνεδέετο μετά του Ψαρρά δια της αλληλογραφίας αυτής, ής το περιεχόμενον παρέχει πλήρη εικόνα της υποθέσεως και των προθέσεων των ενεχομένων εις αυτήν προσώπων, οίτινες δεν εδίστασαν να μεταχειρισθώσι παν μέσον προς επίτευξιν του σκοπού των. τον Ψαρρά και τον Σκλίβ, ώς εκ των προτέρων απεδείχθη, και η κυρία Βέμβα ότι δεν είχεν ιδέαν της πλεκτάνης, ενώ ο Αναργύρου επί μακρόν χρόνον συνεδέετο μετά του Ψαρρά δια της αλληλογραφίας αυτής, ής το περιεχόμενον παρέχει πλήρη εικόνα της υποθέσεως και των προθέσεων των ενεχομένων εις αυτήν προσώπων, οίτινες δεν εδίστασαν να μεταχειρισθώσι παν μέσον προς επίτευξιν του σκοπού των. τον Ψαρρά και τον Σκλίβ, ώς εκ των προτέρων απεδείχθη, και η κυρία Βέμβα ότι δεν είχεν ιδέαν της πλεκτάνης, ενώ ο Αναργύρου επί μακρόν χρόνον συνεδέετο μετά του Ψαρρά δια της αλληλογραφίας αυτής, ής το περιεχόμενον παρέχει πλήρη εικόνα της υποθέσεως και των προθέσεων των ενεχομένων εις αυτήν προσώπων, οίτινες δεν εδίστασαν να μεταχειρισθώσι παν μέσον προς επίτευξιν του σκοπού των. τον Ψαρρά και τον Σκλίβ, ώς εκ των προτέρων απεδείχθη, και η κυρία Βέμβα ότι δεν είχεν ιδέαν της πλεκτάνης, ενώ ο Αναργύρου επί μακρόν χρόνον συνεδέετο μετά του Ψαρρά δια της αλληλογραφίας αυτής, ής το περιεχόμενον παρέχει πλήρη εικόνα της υποθέσεως και των προθέσεων των ενεχομένων εις αυτήν προσώπων, οίτινες δεν εδίστασαν να μεταχειρισθώσι παν μέσον προς επίτευξιν του σκοπού των. τον Ψαρρά και τον Σκλίβ, ώς εκ των προτέρων απεδείχθη, και η κυρία Βέμβα ότι δεν είχεν ιδέαν της πλεκτάνης, ενώ ο Αναργύρου επί μακρόν χρόνον συνεδέετο μετά του Ψαρρά δια της αλληλογραφίας αυτής, ής το περιεχόμενον παρέχει πλήρη εικόνα της υποθέσεως και των προθέσεων των ενεχομένων εις αυτήν προσώπων, οίτινες δεν εδίστασαν να μεταχειρισθώσι παν μέσον προς επίτευξιν του σκοπού των. τον Ψαρρά και τον Σκλίβ, ώς εκ των προτέρων απεδείχθη, και η κυρία Βέμβα ότι δεν είχεν ιδέαν της πλεκτάνης, ενώ ο Αναργύρου επί μακρόν χρόνον συνεδέετο μετά του Ψαρρά δια της αλληλογραφίας αυτής, ής το περιεχόμενον παρέχει πλήρη εικόνα της υποθέσεως και των προθέσεων των ενεχομένων εις αυτήν προσώπων, οίτινες δεν εδίστασαν να μεταχειρισθώσι παν μέσον προς επίτευξιν του σκοπού των. τον Ψαρρά και τον Σκλίβ, ώς εκ των προτέρων απεδείχθη, και η κυρία Βέμβα ότι δεν είχεν ιδέαν της πλεκτάνης, ενώ ο Αναργύρου επί μακρόν χρόνον συνεδέετο μετά του Ψαρρά δια της αλληλογραφίας αυτής, ής το περιεχόμενον παρέχει πλήρη εικόνα της υποθέσεως και των προθέσεων των ενεχομένων εις αυτήν προσώπων, οίτινες δεν εδίστασαν να μεταχειρισθώσι παν μέσον προς επίτευξιν του σκοπού των. τον Ψαρρά και τον Σκλίβ, ώς εκ των προτέρων απεδείχθη, και η κυρία Βέμβα ότι δεν είχεν ιδέαν της πλεκτάνης, ενώ ο Αναργύρου επί μακρόν χρόνον συνεδέετο μετά του Ψαρρά δια της αλληλογραφίας αυτής, ής το περιεχόμενον παρέχει πλήρη εικόνα της υποθέσεως και των προθέσεων των ενεχομένων εις αυτήν προσώπων, οίτινες δεν εδίστασαν να μεταχειρισθώσι παν μέσον προς επίτευξιν του σκοπού των. τον Ψαρρά και τον Σκλίβ, ώς εκ των προτέρων απεδείχθη, και η κυρία Βέμβα ότι δεν είχεν ιδέαν της πλεκτάνης, ενώ ο Αναργύρου επί μακρόν χρόνον συνεδέετο μετά του Ψαρρά: [247, 72, 326, 2072]
ad-text: Ζητούνται αντιπρόσωποι εις τας επαρχίας.: [658, 654, 783, 660]
ad-coal: [657, 520, 784, 603]
ad-body: τον Ψαρρά και τον Σκλίβ, ώς εκ των προτέρων απεδείχθη, και η κυρία Βέμβα ότι δεν είχεν ιδέαν της πλεκτάνης, ενώ ο Αναργύρου επί μακρόν χρόνον συνεδέετο μετά του Ψαρρά δια της: [659, 405, 782, 440]
section-heading: Άπό συμφώνου πρακτικά του Άναργύρου μετά των συμπαίκτων: [422, 1501, 492, 1535]
ad-name: Ο «ΑΥΣΤΡΙΑΚΟΣ ΦΟΙΝΙΞ» ΒΙΕΝΝΗΣ: [668, 612, 773, 619]
article-text: τον Ψαρρά και τον Σκλίβ, ώς εκ των προτέρων απεδείχθη, και η κυρία Βέμβα ότι δεν είχεν ιδέαν της πλεκτάνης, ενώ ο Αναργύρου επί μακρόν χρόνον συνεδέετο μετά του Ψαρρά δια της αλληλογραφίας αυτής, ής το περιεχόμενον παρέχει πλήρη εικόνα της υποθέσεως και των προθέσεων των ενεχομένων εις αυτήν προσώπων, οίτινες δεν εδίστασαν να μεταχειρισθώσι παν μέσον προς επίτευξιν του σκοπού των. τον Ψαρρά και τον Σκλίβ, ώς εκ των προτέρων απεδείχθη, και η κυρία Βέμβα ότι δεν είχεν ιδέαν: [81, 2038, 157, 2203]
article-column-4: [332, 72, 410, 2575]
ad-line: Πρός τους θαμιστάς των λουτρών και λοιπούς χρονίους.: [511, 435, 644, 449]
ad-text: Διδάκτωρ της εν Βιέννη Ιατρικής Σχολής: [661, 475, 780, 481]
article-column-2: [162, 72, 242, 2575]
masthead: ΣΚΡΙΠ: [404, 52, 461, 68]
article-text: τον Ψαρρά και τον Σκλίβ, ώς εκ των προτέρων απεδείχθη, και η κυρία Βέμβα ότι δεν είχεν ιδέαν της πλεκτάνης, ενώ ο Αναργύρου επί μακρόν χρόνον συνεδέετο μετά του Ψαρρά δια της αλληλογραφίας αυτής, ής το περιεχόμενον παρέχει πλήρη εικόνα της υποθέσεως και των προθέσεων των ενεχομένων εις αυτήν προσώπων, οίτινες δεν εδίστασαν να μεταχειρισθώσι παν μέσον προς επίτευξιν του σκοπού των. τον Ψαρρά και τον Σκλίβ, ώς εκ των προτέρων απεδείχθη, και η κυρία Βέμβα ότι δεν είχεν ιδέαν της πλεκτάνης, ενώ ο Αναργύρου επί μακρόν χρόνον συνεδέετο μετά του Ψαρρά δια της αλληλογραφίας αυτής, ής το περιεχόμενον παρέχει πλήρη εικόνα της υποθέσεως και των προθέσεων των ενεχομένων εις αυτήν προσώπων, οίτινες δεν εδίστασαν να μεταχειρισθώσι παν μέσον προς επίτευξιν του σκοπού των. τον Ψαρρά και τον Σκλίβ, ώς εκ των προτέρων απεδείχθη, και η κυρία Βέμβα ότι δεν είχεν ιδέαν της πλεκτάνης, ενώ ο Αναργύρου επί μακρόν χρόνον συνεδέετο μετά του Ψαρρά δια της αλληλογραφίας αυτής, ής το περιεχόμενον παρέχει πλήρη εικόνα της υποθέσεως και των προθέσεων των ενεχομένων εις αυτήν προσώπων, οίτινες δεν εδίστασαν να μεταχειρισθώσι παν μέσον προς επίτευξιν του σκοπού των. τον Ψαρρά και τον Σκλίβ, ώς εκ των προτέρων απεδείχθη, και η κυρία Βέμβα ότι δεν είχεν ιδέαν της πλεκτάνης, ενώ ο Αναργύρου επί μακρόν χρόνον συνεδέετο μετά του Ψαρρά δια της αλληλογραφίας αυτής, ής το περιεχόμενον παρέχει πλήρη εικόνα της υποθέσεως και των προθέσεων των ενεχομένων εις αυτήν προσώπων, οίτινες δεν εδίστασαν να μεταχειρισθώσι παν μέσον προς επίτευξιν του σκοπού των. τον Ψαρρά και τον Σκλίβ, ώς εκ των προτέρων απεδείχθη, και η κυρία Βέμβα ότι δεν είχεν ιδέαν της πλεκτάνης, ενώ ο Αναργύρου επί μακρόν χρόνον συνεδέετο μετά του Ψαρρά δια της αλληλογραφίας αυτής, ής το περιεχόμενον παρέχει πλήρη εικόνα της υποθέσεως και των προθέσεων των ενεχομένων εις αυτήν προσώπων, οίτινες δεν εδίστασαν να μεταχειρισθώσι παν μέσον προς επίτευξιν του σκοπού των. τον Ψαρρά και τον Σκλίβ, ώς εκ των προτέρων απεδείχθη,: [504, 72, 652, 388]
mid-advertisement: [504, 400, 652, 808]
ad-diseases-note: των γυναικών και του δέρματος.: [529, 1096, 628, 1103]
section-heading: Μετά την αλληλογραφίαν: [425, 838, 489, 855]
ad-text: Κείται επί της οδού Θεάτρου αρ. 2 άπέναντι του Βαρβακείου: [664, 363, 777, 377]
ad-text: τον Ψαρρά και τον Σκλίβ, ώς εκ των προτέρων απεδείχθη, και η κυρία Βέμβα ότι δεν είχεν ιδέαν της πλεκτάνης, ενώ ο Αναργύρου επί μακρόν χρόνον συνεδέετο μετά του Ψαρρά δια της αλληλογραφίας αυτής, ής το περιεχόμενον παρέχει πλήρη εικόνα της υποθέσεως και των προθέσεων των ενεχομένων εις αυτήν προσώπων, οίτινες δεν εδίστασαν να μεταχειρισθώσι παν μέσον προς επίτευξιν του σκοπού των. τον Ψαρρά και τον Σκλίβ, ώς εκ των προτέρων απεδείχθη, και η κυρία Βέμβα ότι δεν είχεν ιδέαν της πλεκτάνης, ενώ ο Αναργύρου επί μακρόν χρόνον συνεδέετο μετά του Ψαρρά δια της αλληλογραφίας αυτής, ής το περιεχόμενον παρέχει πλήρη εικόνα της υποθέσεως και των προθέσεων των ενεχομένων εις αυτήν προσώπων,: [517, 919, 640, 1076]
top-rule: [81, 68, 784, 69]
ad-doctor-name: ΙΑΤΡΟΣ κ. Ν. ΜΕΤΑΞΑΣ: [543, 414, 613, 421]
ad-text: Δέχεται εν τη Κλινική του, οδός Αιόλου—Άγίου Μάρκου 29: [660, 204, 781, 217]
ad-body: τον Ψαρρά και τον Σκλίβ, ώς εκ των προτέρων απεδείχθη, και η κυρία Βέμβα ότι δεν: [661, 481, 780, 502]
ad-title: Το άρτιώτερον εν Άθήναις συφιλιδικόν και γυναικολογικόν: [666, 335, 775, 349]
section-heading: Τι εξιγμένα της επιστολής. — Αι ασχολίαι του Ψαρρά. — Η συμπεριφορά του προς τους φίλους. — Η πλεκτάνη αποκαλύπτεται.: [247, 2074, 318, 2143]
ad-ornament: ◊◊◊◊◊◊◊◊◊◊◊◊◊◊◊: [543, 828, 615, 835]
ad-panas: [657, 333, 784, 451]
ad-name: ΑΝΘΡΑΚΟΒΕΣΤΙΟΥ ΚΑΙ ΕΙΔΩΝ ΑΣΤΕΥΛΙΚΗΝ: [676, 531, 765, 544]
ad-title-special: ΕΙΔΙΚΟΝ: [538, 849, 619, 871]
